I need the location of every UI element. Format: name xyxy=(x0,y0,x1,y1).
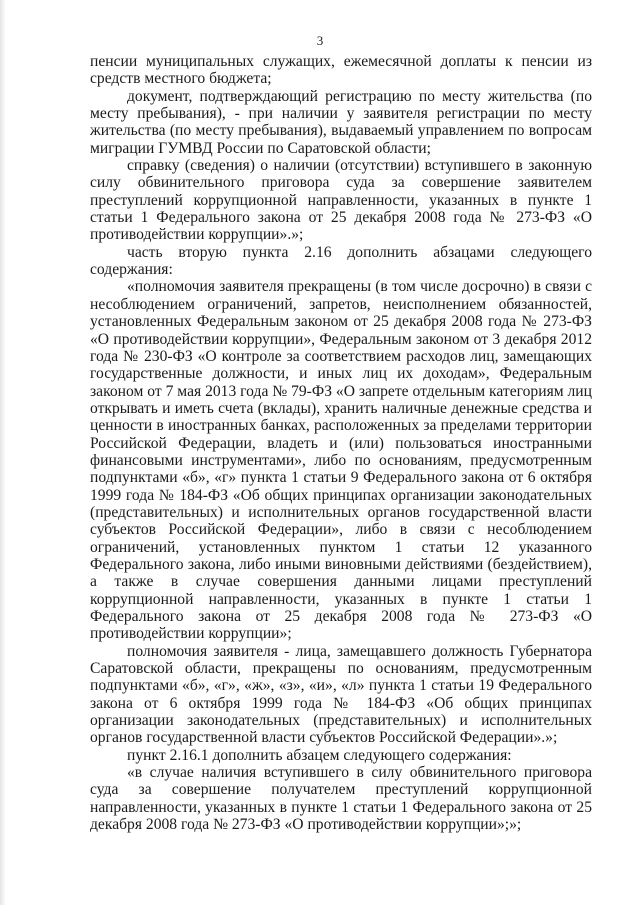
page-number: 3 xyxy=(316,33,324,48)
paragraph-conviction-certificate: справку (сведения) о наличии (отсутствии) вступившего в законную силу обвинительного приговора суда за совершение заявителем преступлений коррупционной направленности, указанных в пункте 1 статьи 1 Федерального закона от 25 декабря 2008 года № 273-ФЗ «О противодействии коррупции».»; xyxy=(90,157,592,244)
scan-shadow-edge xyxy=(0,0,6,905)
paragraph-amend-2-16-1: пункт 2.16.1 дополнить абзацем следующего содержания: xyxy=(127,746,512,764)
paragraph-conviction-case: «в случае наличия вступившего в силу обвинительного приговора суда за совершение получателем преступлений коррупционной направленности, указанных в пункте 1 статьи 1 Федерального закона от 25 декабря 2008 года № 273-ФЗ «О противодействии коррупции»;»; xyxy=(90,764,592,834)
paragraph-pension-continuation: пенсии муниципальных служащих, ежемесячной доплаты к пенсии из средств местного бюджета; xyxy=(90,53,592,88)
paragraph-governor-powers: полномочия заявителя - лица, замещавшего должность Губернатора Саратовской области, прекращены по основаниям, предусмотренным подпунктами «б», «г», «ж», «з», «и», «л» пункта 1 статьи 19 Федерального закона от 6 октября 1999 года № 184-ФЗ «Об общих принципах организации законодательных (представительных) и исполнительных органов государственной власти субъектов Российской Федерации».»; xyxy=(90,642,592,747)
paragraph-powers-terminated: «полномочия заявителя прекращены (в том числе досрочно) в связи с несоблюдением ограничений, запретов, неисполнением обязанностей, установленных Федеральным законом от 25 декабря 2008 года № 273-ФЗ «О противодействии коррупции», Федеральным законом от 3 декабря 2012 года № 230-ФЗ «О контроле за соответствием расходов лиц, замещающих государственные должности, и иных лиц их доходам», Федеральным законом от 7 мая 2013 года № 79-ФЗ «О запрете отдельным категориям лиц открывать и иметь счета (вклады), хранить наличные денежные средства и ценности в иностранных банках, расположенных за пределами территории Российской Федерации, владеть и (или) пользоваться иностранными финансовыми инструментами», либо по основаниям, предусмотренным подпунктами «б», «г» пункта 1 статьи 9 Федерального закона от 6 октября 1999 года № 184-ФЗ «Об общих принципах организации законодательных (представительных) и исполнительных органов государственной власти субъектов Российской Федерации», либо в связи с несоблюдением ограничений, установленных пунктом 1 статьи 12 указанного Федерального закона, либо иными виновными действиями (бездействием), а также в случае совершения данными лицами преступлений коррупционной направленности, указанных в пункте 1 статьи 1 Федерального закона от 25 декабря 2008 года № 273-ФЗ «О противодействии коррупции»; xyxy=(90,278,592,643)
document-body xyxy=(90,53,592,833)
paragraph-registration-document: документ, подтверждающий регистрацию по месту жительства (по месту пребывания), - при наличии у заявителя регистрации по месту жительства (по месту пребывания), выдаваемый управлением по вопросам миграции ГУМВД России по Саратовской области; xyxy=(90,87,592,157)
paragraph-amend-2-16: часть вторую пункта 2.16 дополнить абзацами следующего содержания: xyxy=(90,243,592,279)
